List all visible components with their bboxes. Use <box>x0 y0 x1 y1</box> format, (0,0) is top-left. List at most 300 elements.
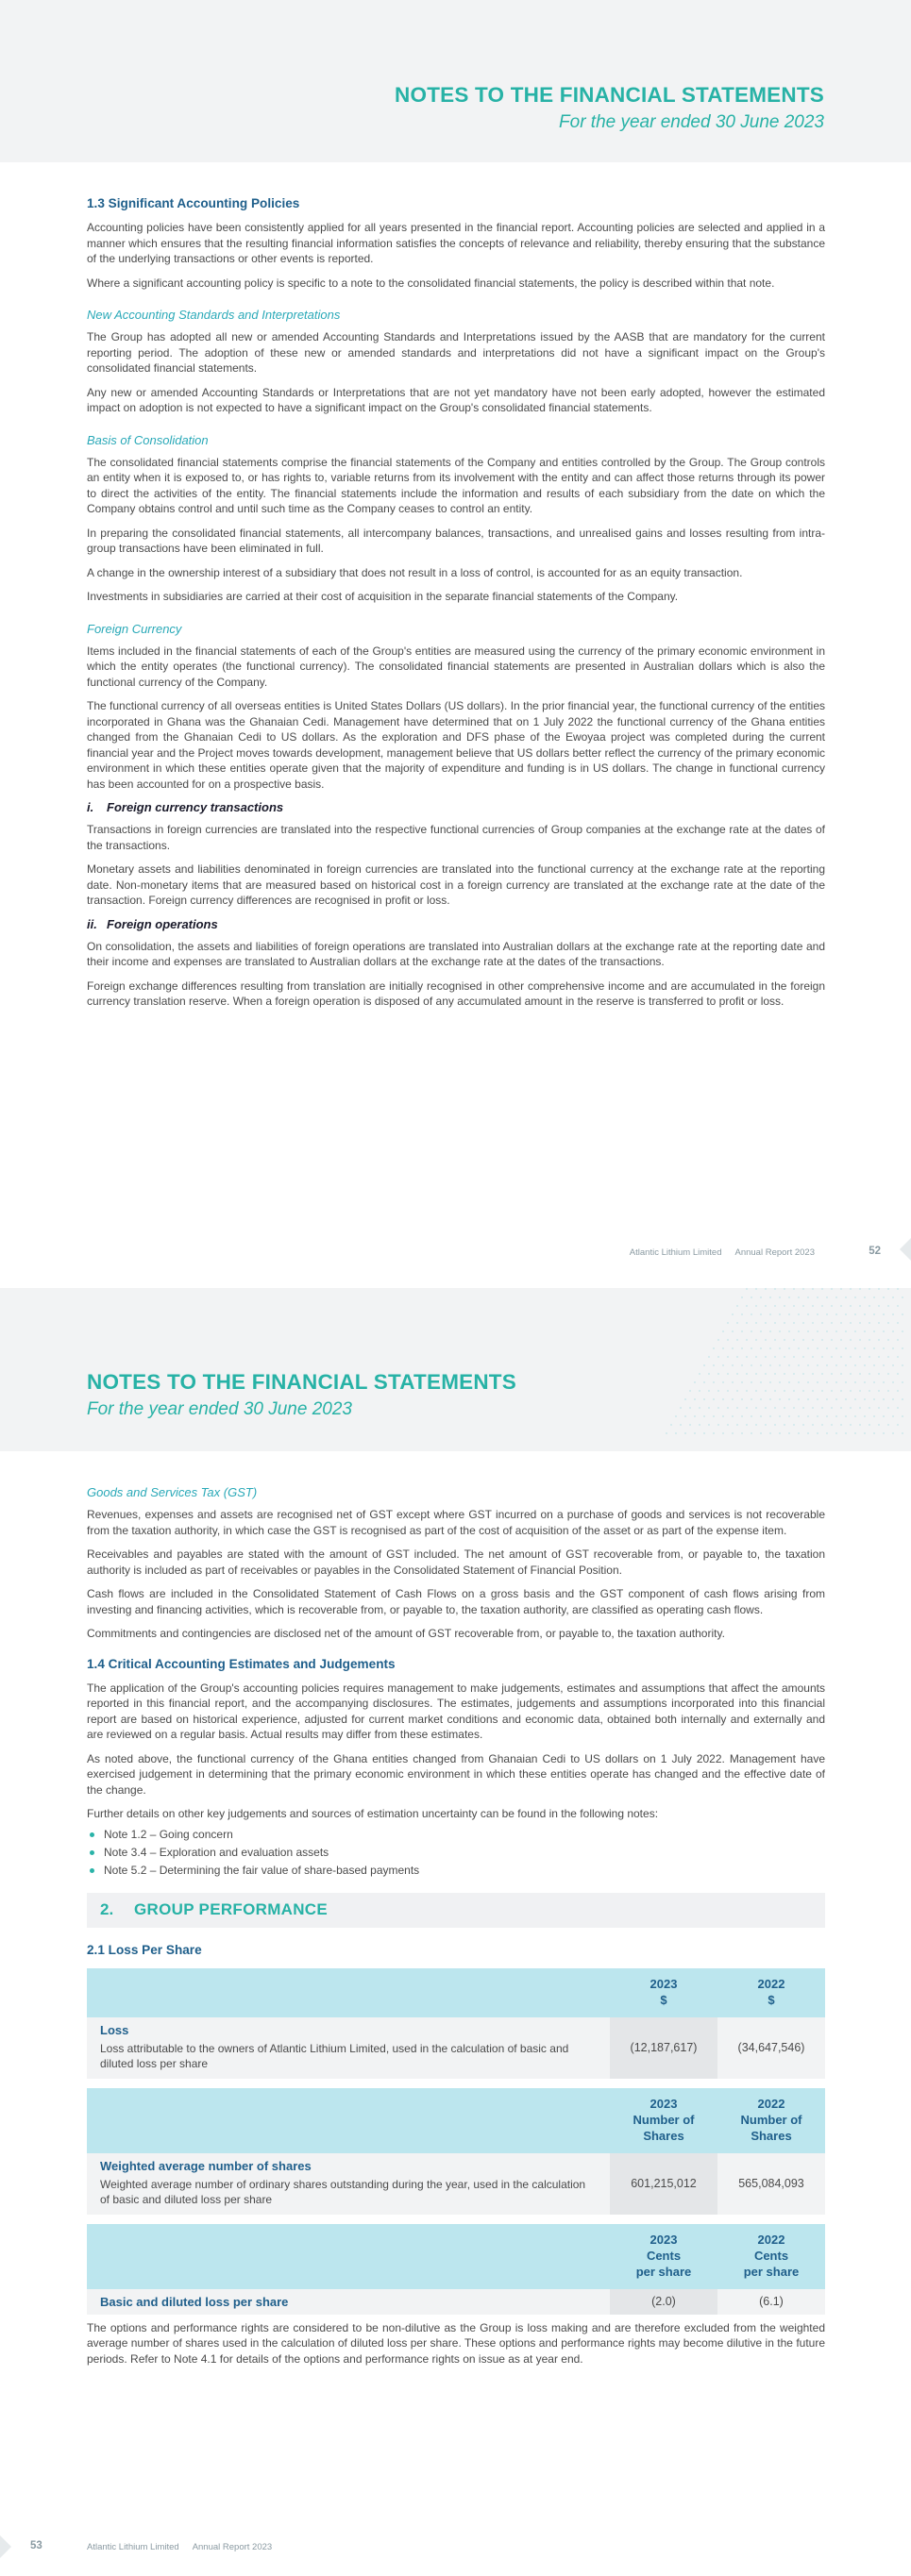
row-label: Basic and diluted loss per share <box>100 2294 289 2309</box>
section-heading: 2.1 Loss Per Share <box>87 1942 202 1957</box>
decor-dot <box>845 1347 847 1349</box>
decor-dot <box>887 1407 889 1409</box>
decor-dot <box>873 1330 875 1332</box>
group-performance-bar <box>87 1893 825 1928</box>
decor-dot <box>812 1322 814 1324</box>
decor-dot <box>798 1381 800 1383</box>
paragraph: Accounting policies have been consistently applied for all years presented in the financial report. Accounting policies are selected and applied in a manner which ensures that the resulting financial information satisfies the concepts of relevance and reliability, thereby ensuring that the substance of the underlying transactions or other events is reported. <box>87 221 825 265</box>
decor-dot <box>684 1415 686 1417</box>
decor-dot <box>864 1296 866 1298</box>
decor-dot <box>713 1415 715 1417</box>
decor-dot <box>703 1364 705 1366</box>
decor-dot <box>784 1356 785 1358</box>
decor-dot <box>864 1415 866 1417</box>
decor-dot <box>793 1322 795 1324</box>
decor-dot <box>859 1339 861 1341</box>
table-header <box>87 1968 825 2017</box>
decor-dot <box>798 1313 800 1315</box>
decor-dot <box>897 1305 899 1307</box>
decor-dot <box>840 1424 842 1426</box>
decor-dot <box>703 1432 705 1434</box>
decor-dot <box>831 1424 833 1426</box>
decor-dot <box>760 1415 762 1417</box>
decor-dot <box>878 1407 880 1409</box>
decor-dot <box>689 1407 691 1409</box>
decor-dot <box>831 1407 833 1409</box>
numbered-heading <box>87 800 825 814</box>
decor-dot <box>760 1347 762 1349</box>
decor-dot <box>802 1339 804 1341</box>
decor-dot <box>727 1339 729 1341</box>
decor-dot <box>864 1313 866 1315</box>
decor-dot <box>873 1381 875 1383</box>
decor-dot <box>732 1313 734 1315</box>
decor-dot <box>788 1330 790 1332</box>
header-line: Number of <box>633 2112 695 2127</box>
decor-dot <box>835 1364 837 1366</box>
value-2023: (2.0) <box>610 2289 717 2315</box>
decor-dot <box>864 1381 866 1383</box>
decor-dot <box>812 1305 814 1307</box>
decor-dot <box>831 1288 833 1290</box>
decor-dot <box>878 1322 880 1324</box>
column-header-2022 <box>717 2088 825 2153</box>
decor-dot <box>684 1398 686 1400</box>
decor-dot <box>902 1313 903 1315</box>
decor-dot <box>869 1322 870 1324</box>
decor-dot <box>854 1415 856 1417</box>
decor-dot <box>675 1432 677 1434</box>
subsection-heading: Goods and Services Tax (GST) <box>87 1485 258 1499</box>
decor-dot <box>713 1432 715 1434</box>
decor-dot <box>755 1322 757 1324</box>
header-line: 2023 <box>650 1976 678 1991</box>
decor-dot <box>774 1339 776 1341</box>
page-footer <box>630 1247 815 1258</box>
value-2022: (34,647,546) <box>737 2041 805 2054</box>
decor-dot <box>798 1347 800 1349</box>
header-band <box>0 0 911 162</box>
decor-dot <box>769 1398 771 1400</box>
decor-dot <box>732 1398 734 1400</box>
subsection-heading: Basis of Consolidation <box>87 432 209 447</box>
decor-dot <box>722 1398 724 1400</box>
decor-dot <box>859 1356 861 1358</box>
decor-dot <box>751 1381 752 1383</box>
decor-dot <box>736 1373 738 1375</box>
column-header-2023 <box>610 1968 717 2017</box>
paragraph: In preparing the consolidated financial statements, all intercompany balances, transactions, and unrealised gains and losses resulting from intra-group transactions have been eliminated in full. <box>87 526 825 555</box>
decor-dot <box>798 1415 800 1417</box>
decor-dot <box>699 1424 700 1426</box>
decor-dot <box>864 1330 866 1332</box>
decor-dot <box>760 1313 762 1315</box>
decor-dot <box>751 1415 752 1417</box>
decor-dot <box>751 1296 752 1298</box>
decor-dot <box>817 1347 818 1349</box>
decor-dot <box>869 1288 870 1290</box>
header-line: 2023 <box>650 2232 678 2247</box>
decor-dot <box>859 1373 861 1375</box>
decor-dot <box>835 1381 837 1383</box>
header-line: $ <box>768 1992 775 2007</box>
decor-dot <box>779 1381 781 1383</box>
decor-dot <box>793 1407 795 1409</box>
decor-dot <box>751 1398 752 1400</box>
footer-report: Annual Report 2023 <box>734 1247 815 1258</box>
header-line: 2022 <box>757 2096 785 2111</box>
decor-dot <box>703 1398 705 1400</box>
decor-dot <box>717 1424 719 1426</box>
decor-dot <box>788 1347 790 1349</box>
decor-dot <box>722 1432 724 1434</box>
decor-dot <box>717 1407 719 1409</box>
decor-dot <box>717 1339 719 1341</box>
header-line: Shares <box>751 2128 792 2143</box>
decor-dot <box>821 1373 823 1375</box>
decor-dot <box>765 1322 767 1324</box>
decor-dot <box>873 1432 875 1434</box>
paragraph: The consolidated financial statements comprise the financial statements of the Company and entities controlled by the Group. The Group controls an entity when it is exposed to, or has rights to, variable returns from its involvement with the entity and can affect those returns through its power to direct the activities of the entity. The financial statements include the information and results of each subsidiary from the date on which the Company obtains control and until such time as the Company ceases to control an entity. <box>87 455 825 515</box>
section-heading: 1.3 Significant Accounting Policies <box>87 196 300 210</box>
decor-dot <box>779 1296 781 1298</box>
paragraph: As noted above, the functional currency of the Ghana entities changed from Ghanaian Cedi to US dollars on 1 July 2022. Management have exercised judgement in determining that the primary economic environment in which these entities operate has changed and the effective date of the change. <box>87 1751 825 1797</box>
decor-dot <box>892 1296 894 1298</box>
decor-dot <box>779 1347 781 1349</box>
decor-dot <box>760 1330 762 1332</box>
decor-dot <box>859 1390 861 1392</box>
decor-dot <box>812 1339 814 1341</box>
shares-table <box>87 2088 825 2215</box>
decor-dot <box>694 1415 696 1417</box>
column-header-2023 <box>610 2088 717 2153</box>
decor-dot <box>812 1356 814 1358</box>
decor-dot <box>873 1398 875 1400</box>
decor-dot <box>788 1398 790 1400</box>
decor-dot <box>864 1398 866 1400</box>
decor-dot <box>741 1296 743 1298</box>
decor-dot <box>788 1364 790 1366</box>
decor-dot <box>746 1390 748 1392</box>
decor-dot <box>755 1373 757 1375</box>
decor-dot <box>812 1288 814 1290</box>
decor-dot <box>878 1288 880 1290</box>
subsection-heading: Foreign Currency <box>87 621 182 636</box>
decor-dot <box>831 1322 833 1324</box>
decor-dot <box>859 1424 861 1426</box>
decor-dot <box>788 1381 790 1383</box>
decor-dot <box>826 1432 828 1434</box>
decor-dot <box>784 1339 785 1341</box>
decor-dot <box>854 1330 856 1332</box>
page-footer <box>87 2542 272 2552</box>
decor-dot <box>807 1398 809 1400</box>
numbered-heading <box>87 917 825 931</box>
decor-dot <box>869 1339 870 1341</box>
notes-list <box>87 1826 825 1880</box>
decor-dot <box>835 1313 837 1315</box>
decor-dot <box>755 1407 757 1409</box>
decorative-dot-pattern <box>661 1288 911 1451</box>
decor-dot <box>793 1373 795 1375</box>
decor-dot <box>732 1330 734 1332</box>
decor-dot <box>774 1288 776 1290</box>
subsection-heading: New Accounting Standards and Interpretations <box>87 308 341 322</box>
decor-dot <box>708 1407 710 1409</box>
decor-dot <box>769 1313 771 1315</box>
decor-dot <box>902 1415 903 1417</box>
paragraph: The application of the Group's accounting policies requires management to make judgements, estimates and assumptions that affect the amounts reported in this financial report, and the accompanying disclosures. The estimates, judgements and assumptions incorporated into this financial report are based on historical experience, adjusted for current market conditions and economic data, obtained both internally and externally and are reviewed on a regular basis. Actual results may differ from these estimates. <box>87 1681 825 1741</box>
table-header <box>87 2224 825 2289</box>
decor-dot <box>732 1347 734 1349</box>
decor-dot <box>817 1381 818 1383</box>
paragraph: The options and performance rights are considered to be non-dilutive as the Group is loss making and are therefore excluded from the weighted average number of shares used in the calculation of diluted loss per share. These options and performance rights may become dilutive in the future periods. Refer to Note 4.1 for details of the options and performance rights on issue as at year end. <box>87 2320 825 2366</box>
decor-dot <box>769 1364 771 1366</box>
page-53-content <box>87 1485 825 2375</box>
decor-dot <box>699 1390 700 1392</box>
decor-dot <box>760 1398 762 1400</box>
decor-dot <box>892 1330 894 1332</box>
decor-dot <box>736 1356 738 1358</box>
decor-dot <box>817 1296 818 1298</box>
heading-number: i. <box>87 800 94 814</box>
decor-dot <box>807 1313 809 1315</box>
decor-dot <box>736 1424 738 1426</box>
decor-dot <box>765 1339 767 1341</box>
decor-dot <box>708 1390 710 1392</box>
table-row <box>87 2017 825 2079</box>
decor-dot <box>850 1339 852 1341</box>
decor-dot <box>694 1398 696 1400</box>
column-header-2023 <box>610 2224 717 2289</box>
decor-dot <box>883 1347 885 1349</box>
decor-dot <box>869 1424 870 1426</box>
decor-dot <box>807 1364 809 1366</box>
decor-dot <box>850 1288 852 1290</box>
decor-dot <box>769 1415 771 1417</box>
footer-company: Atlantic Lithium Limited <box>629 1247 722 1258</box>
decor-dot <box>831 1390 833 1392</box>
decor-dot <box>788 1296 790 1298</box>
decor-dot <box>883 1296 885 1298</box>
decor-dot <box>817 1432 818 1434</box>
footer-company: Atlantic Lithium Limited <box>87 2542 179 2552</box>
decor-dot <box>774 1390 776 1392</box>
decor-dot <box>755 1288 757 1290</box>
header-line: Number of <box>740 2112 802 2127</box>
decor-dot <box>727 1424 729 1426</box>
decor-dot <box>826 1313 828 1315</box>
decor-dot <box>765 1407 767 1409</box>
decor-dot <box>774 1424 776 1426</box>
decor-dot <box>746 1373 748 1375</box>
decor-dot <box>788 1313 790 1315</box>
decor-dot <box>736 1305 738 1307</box>
decor-dot <box>826 1364 828 1366</box>
decor-dot <box>769 1381 771 1383</box>
decor-dot <box>859 1322 861 1324</box>
decor-dot <box>897 1288 899 1290</box>
decor-dot <box>831 1373 833 1375</box>
decor-dot <box>765 1390 767 1392</box>
decor-dot <box>826 1381 828 1383</box>
decor-dot <box>845 1330 847 1332</box>
decor-dot <box>802 1356 804 1358</box>
decor-dot <box>708 1424 710 1426</box>
paragraph: A change in the ownership interest of a subsidiary that does not result in a loss of control, is accounted for as an equity transaction. <box>87 565 743 579</box>
page-tab-marker <box>0 2535 11 2558</box>
decor-dot <box>840 1356 842 1358</box>
decor-dot <box>831 1339 833 1341</box>
paragraph: Investments in subsidiaries are carried at their cost of acquisition in the separate financial statements of the Company. <box>87 590 679 603</box>
decor-dot <box>902 1364 903 1366</box>
decor-dot <box>821 1356 823 1358</box>
header-line: $ <box>660 1992 667 2007</box>
decor-dot <box>840 1305 842 1307</box>
page-number: 53 <box>30 2540 42 2551</box>
decor-dot <box>802 1390 804 1392</box>
decor-dot <box>793 1390 795 1392</box>
decor-dot <box>732 1381 734 1383</box>
decor-dot <box>802 1424 804 1426</box>
decor-dot <box>793 1356 795 1358</box>
decor-dot <box>751 1313 752 1315</box>
decor-dot <box>864 1347 866 1349</box>
decor-dot <box>751 1364 752 1366</box>
decor-dot <box>746 1356 748 1358</box>
decor-dot <box>741 1432 743 1434</box>
decor-dot <box>741 1381 743 1383</box>
decor-dot <box>854 1364 856 1366</box>
decor-dot <box>793 1424 795 1426</box>
decor-dot <box>835 1330 837 1332</box>
decor-dot <box>774 1322 776 1324</box>
decor-dot <box>793 1339 795 1341</box>
decor-dot <box>722 1364 724 1366</box>
decor-dot <box>887 1356 889 1358</box>
decor-dot <box>798 1330 800 1332</box>
decor-dot <box>793 1305 795 1307</box>
decor-dot <box>727 1390 729 1392</box>
decor-dot <box>798 1398 800 1400</box>
decor-dot <box>887 1390 889 1392</box>
decor-dot <box>798 1296 800 1298</box>
decor-dot <box>845 1432 847 1434</box>
heading-number: ii. <box>87 916 97 931</box>
decor-dot <box>850 1305 852 1307</box>
decor-dot <box>878 1339 880 1341</box>
decor-dot <box>713 1364 715 1366</box>
decor-dot <box>883 1364 885 1366</box>
decor-dot <box>897 1424 899 1426</box>
decor-dot <box>878 1373 880 1375</box>
decor-dot <box>817 1398 818 1400</box>
page-52-content <box>87 196 825 1018</box>
paragraph: Any new or amended Accounting Standards or Interpretations that are not yet mandatory have not been early adopted, however the estimated impact on adoption is not expected to have a significant impact on the Group's consolidated financial statements. <box>87 385 825 414</box>
decor-dot <box>826 1296 828 1298</box>
decor-dot <box>765 1288 767 1290</box>
decor-dot <box>788 1432 790 1434</box>
decor-dot <box>699 1407 700 1409</box>
decor-dot <box>892 1415 894 1417</box>
decor-dot <box>732 1415 734 1417</box>
decor-dot <box>699 1373 700 1375</box>
decor-dot <box>703 1415 705 1417</box>
decor-dot <box>689 1424 691 1426</box>
decor-dot <box>826 1330 828 1332</box>
decor-dot <box>751 1330 752 1332</box>
decor-dot <box>840 1407 842 1409</box>
row-label: Loss <box>100 2022 129 2037</box>
decor-dot <box>892 1347 894 1349</box>
decor-dot <box>717 1356 719 1358</box>
decor-dot <box>779 1364 781 1366</box>
decor-dot <box>869 1373 870 1375</box>
decor-dot <box>684 1432 686 1434</box>
decor-dot <box>694 1432 696 1434</box>
column-header-2022 <box>717 1968 825 2017</box>
decor-dot <box>717 1390 719 1392</box>
decor-dot <box>713 1398 715 1400</box>
decor-dot <box>807 1347 809 1349</box>
paragraph: The functional currency of all overseas entities is United States Dollars (US dollars). In the prior financial year, the functional currency of the entities incorporated in Ghana was the Ghanaian Cedi. Management have determined that on 1 July 2022 the functional currency of the Ghana entities changed from the Ghanaian Cedi to US dollars. As the exploration and DFS phase of the Ewoyaa project was completed during the current financial year and the Project moves towards development, management believe that US dollars better reflect the currency of the primary economic environment in which these entities operate given that the majority of expenditure and funding is in US dollars. The change in functional currency has been accounted for on a prospective basis. <box>87 699 825 791</box>
decor-dot <box>755 1424 757 1426</box>
decor-dot <box>873 1296 875 1298</box>
decor-dot <box>902 1330 903 1332</box>
decor-dot <box>854 1313 856 1315</box>
decor-dot <box>666 1432 667 1434</box>
header-line: 2023 <box>650 2096 678 2111</box>
paragraph: Foreign exchange differences resulting from translation are initially recognised in other comprehensive income and are accumulated in the foreign currency translation reserve. When a foreign operation is disposed of any accumulated amount in the reserve is transferred to profit or loss. <box>87 979 825 1008</box>
decor-dot <box>826 1415 828 1417</box>
decor-dot <box>817 1313 818 1315</box>
decor-dot <box>850 1356 852 1358</box>
page-number: 52 <box>869 1246 881 1257</box>
decor-dot <box>779 1415 781 1417</box>
decor-dot <box>784 1322 785 1324</box>
decor-dot <box>774 1305 776 1307</box>
decor-dot <box>755 1390 757 1392</box>
decor-dot <box>883 1398 885 1400</box>
decor-dot <box>850 1322 852 1324</box>
decor-dot <box>897 1373 899 1375</box>
decor-dot <box>769 1347 771 1349</box>
decor-dot <box>746 1407 748 1409</box>
decor-dot <box>897 1356 899 1358</box>
decor-dot <box>892 1398 894 1400</box>
decor-dot <box>812 1407 814 1409</box>
decor-dot <box>835 1296 837 1298</box>
decor-dot <box>722 1347 724 1349</box>
footer-report: Annual Report 2023 <box>192 2542 273 2552</box>
decor-dot <box>845 1296 847 1298</box>
decor-dot <box>812 1390 814 1392</box>
decor-dot <box>873 1415 875 1417</box>
decor-dot <box>892 1381 894 1383</box>
decor-dot <box>736 1339 738 1341</box>
decor-dot <box>802 1288 804 1290</box>
decor-dot <box>873 1364 875 1366</box>
decor-dot <box>821 1390 823 1392</box>
decor-dot <box>755 1305 757 1307</box>
decor-dot <box>689 1390 691 1392</box>
decor-dot <box>802 1322 804 1324</box>
decor-dot <box>854 1381 856 1383</box>
decor-dot <box>713 1347 715 1349</box>
decor-dot <box>802 1305 804 1307</box>
decor-dot <box>779 1313 781 1315</box>
section-heading: 1.4 Critical Accounting Estimates and Judgements <box>87 1656 396 1671</box>
